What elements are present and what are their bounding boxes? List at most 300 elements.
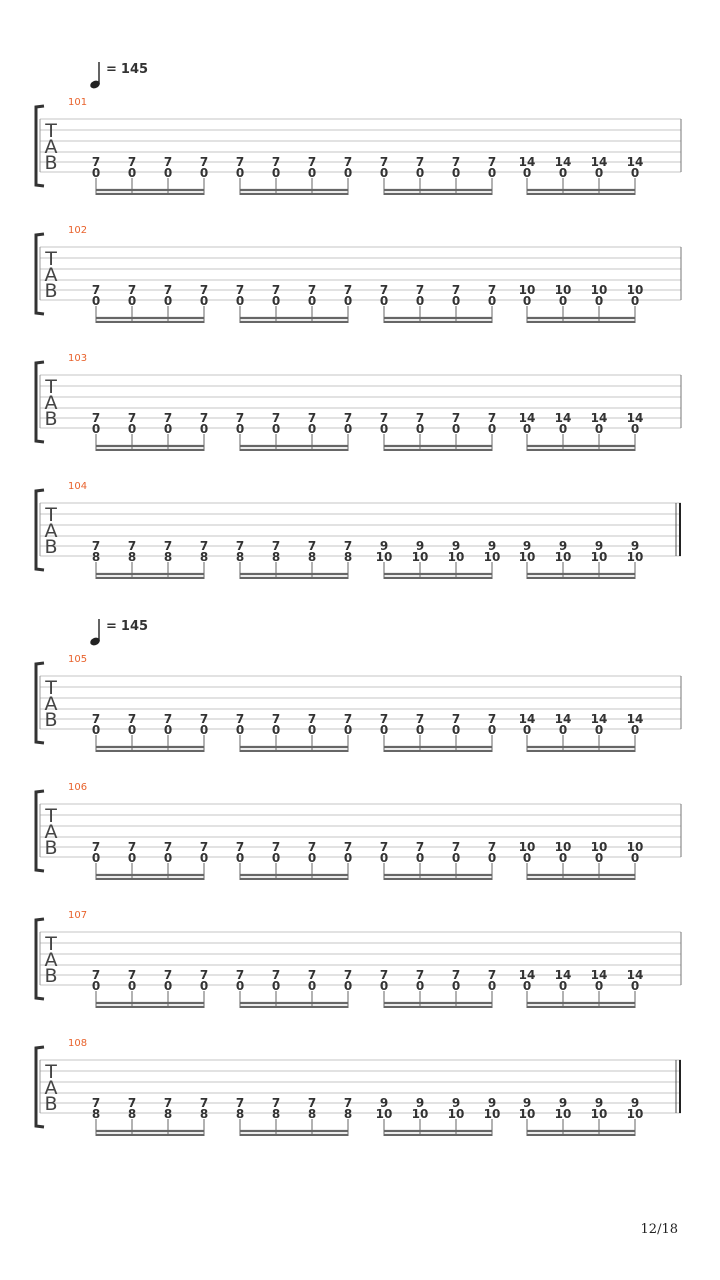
fret-number: 0 xyxy=(199,851,209,865)
fret-number: 7 xyxy=(487,840,497,854)
tab-staff xyxy=(0,780,720,880)
fret-number: 0 xyxy=(199,166,209,180)
fret-number: 0 xyxy=(163,422,173,436)
fret-number: 7 xyxy=(235,968,245,982)
fret-number: 0 xyxy=(307,979,317,993)
fret-number: 7 xyxy=(163,411,173,425)
fret-number: 0 xyxy=(630,422,640,436)
fret-number: 0 xyxy=(522,723,532,737)
fret-number: 0 xyxy=(487,166,497,180)
fret-number: 7 xyxy=(451,155,461,169)
fret-number: 9 xyxy=(630,1096,640,1110)
fret-number: 14 xyxy=(554,411,572,425)
fret-number: 0 xyxy=(558,851,568,865)
fret-number: 0 xyxy=(522,294,532,308)
fret-number: 0 xyxy=(487,851,497,865)
fret-number: 0 xyxy=(91,979,101,993)
tab-staff xyxy=(0,479,720,579)
fret-number: 0 xyxy=(199,422,209,436)
fret-number: 0 xyxy=(379,723,389,737)
fret-number: 0 xyxy=(163,979,173,993)
measure-number: 101 xyxy=(68,97,88,108)
fret-number: 7 xyxy=(343,968,353,982)
fret-number: 7 xyxy=(235,539,245,553)
tab-letter: B xyxy=(44,280,58,302)
fret-number: 0 xyxy=(307,851,317,865)
fret-number: 9 xyxy=(594,539,604,553)
fret-number: 0 xyxy=(91,422,101,436)
fret-number: 10 xyxy=(483,550,501,564)
fret-number: 10 xyxy=(483,1107,501,1121)
measure-number: 108 xyxy=(68,1038,88,1049)
fret-number: 7 xyxy=(91,539,101,553)
fret-number: 14 xyxy=(626,712,644,726)
fret-number: 7 xyxy=(307,283,317,297)
fret-number: 7 xyxy=(91,840,101,854)
fret-number: 0 xyxy=(163,851,173,865)
fret-number: 7 xyxy=(307,712,317,726)
fret-number: 7 xyxy=(127,712,137,726)
fret-number: 7 xyxy=(91,1096,101,1110)
fret-number: 7 xyxy=(307,968,317,982)
fret-number: 7 xyxy=(343,712,353,726)
fret-number: 9 xyxy=(379,1096,389,1110)
fret-number: 0 xyxy=(199,723,209,737)
fret-number: 7 xyxy=(343,283,353,297)
fret-number: 14 xyxy=(626,155,644,169)
fret-number: 0 xyxy=(343,979,353,993)
tab-letter: T xyxy=(45,248,57,270)
fret-number: 10 xyxy=(447,550,465,564)
fret-number: 0 xyxy=(594,723,604,737)
fret-number: 0 xyxy=(91,294,101,308)
fret-number: 0 xyxy=(379,979,389,993)
fret-number: 7 xyxy=(163,283,173,297)
fret-number: 7 xyxy=(199,712,209,726)
fret-number: 10 xyxy=(518,550,536,564)
fret-number: 7 xyxy=(379,411,389,425)
fret-number: 0 xyxy=(558,166,568,180)
measure-number: 105 xyxy=(68,654,88,665)
fret-number: 7 xyxy=(451,712,461,726)
fret-number: 7 xyxy=(343,840,353,854)
fret-number: 7 xyxy=(235,411,245,425)
fret-number: 7 xyxy=(415,968,425,982)
fret-number: 7 xyxy=(451,411,461,425)
fret-number: 8 xyxy=(235,1107,245,1121)
fret-number: 14 xyxy=(626,968,644,982)
fret-number: 14 xyxy=(590,155,608,169)
tempo-bpm: 145 xyxy=(120,619,149,634)
fret-number: 7 xyxy=(487,155,497,169)
fret-number: 7 xyxy=(487,712,497,726)
fret-number: 10 xyxy=(411,550,429,564)
fret-number: 7 xyxy=(307,1096,317,1110)
tab-letter: T xyxy=(45,504,57,526)
fret-number: 7 xyxy=(163,155,173,169)
fret-number: 0 xyxy=(415,851,425,865)
fret-number: 7 xyxy=(199,539,209,553)
fret-number: 7 xyxy=(271,539,281,553)
fret-number: 0 xyxy=(343,723,353,737)
fret-number: 7 xyxy=(307,411,317,425)
fret-number: 9 xyxy=(379,539,389,553)
fret-number: 14 xyxy=(518,968,536,982)
fret-number: 0 xyxy=(415,979,425,993)
fret-number: 8 xyxy=(91,550,101,564)
fret-number: 7 xyxy=(379,283,389,297)
fret-number: 0 xyxy=(127,723,137,737)
fret-number: 7 xyxy=(91,411,101,425)
fret-number: 0 xyxy=(487,723,497,737)
fret-number: 14 xyxy=(554,712,572,726)
fret-number: 7 xyxy=(91,155,101,169)
fret-number: 7 xyxy=(163,1096,173,1110)
fret-number: 10 xyxy=(554,283,572,297)
fret-number: 8 xyxy=(343,1107,353,1121)
fret-number: 0 xyxy=(127,166,137,180)
fret-number: 7 xyxy=(379,712,389,726)
fret-number: 7 xyxy=(235,1096,245,1110)
fret-number: 0 xyxy=(594,294,604,308)
fret-number: 7 xyxy=(343,411,353,425)
page-number: 12/18 xyxy=(640,1222,678,1237)
tab-letter: T xyxy=(45,805,57,827)
fret-number: 0 xyxy=(594,166,604,180)
quarter-note-icon xyxy=(88,60,102,90)
fret-number: 10 xyxy=(626,283,644,297)
fret-number: 14 xyxy=(590,968,608,982)
tab-letter: A xyxy=(44,136,58,158)
fret-number: 0 xyxy=(343,851,353,865)
fret-number: 0 xyxy=(127,422,137,436)
fret-number: 10 xyxy=(590,1107,608,1121)
fret-number: 0 xyxy=(415,422,425,436)
fret-number: 0 xyxy=(379,851,389,865)
fret-number: 0 xyxy=(91,723,101,737)
quarter-note-icon xyxy=(88,617,102,647)
fret-number: 0 xyxy=(558,294,568,308)
tempo-mark xyxy=(88,617,168,651)
fret-number: 8 xyxy=(199,550,209,564)
fret-number: 7 xyxy=(487,411,497,425)
fret-number: 7 xyxy=(415,411,425,425)
fret-number: 7 xyxy=(307,155,317,169)
tab-letter: T xyxy=(45,376,57,398)
fret-number: 0 xyxy=(307,294,317,308)
fret-number: 8 xyxy=(127,1107,137,1121)
fret-number: 8 xyxy=(163,550,173,564)
tempo-equals: = xyxy=(106,62,117,77)
fret-number: 7 xyxy=(487,283,497,297)
fret-number: 8 xyxy=(91,1107,101,1121)
tab-letter: A xyxy=(44,520,58,542)
tab-staff xyxy=(0,351,720,451)
tab-letter: A xyxy=(44,392,58,414)
fret-number: 7 xyxy=(271,1096,281,1110)
fret-number: 10 xyxy=(518,840,536,854)
fret-number: 7 xyxy=(343,155,353,169)
fret-number: 9 xyxy=(558,539,568,553)
fret-number: 0 xyxy=(630,294,640,308)
fret-number: 0 xyxy=(271,422,281,436)
fret-number: 10 xyxy=(554,1107,572,1121)
fret-number: 0 xyxy=(91,166,101,180)
fret-number: 10 xyxy=(590,283,608,297)
tab-system xyxy=(0,223,720,323)
tab-letter: B xyxy=(44,837,58,859)
fret-number: 0 xyxy=(235,723,245,737)
fret-number: 9 xyxy=(415,1096,425,1110)
tab-letter: A xyxy=(44,1077,58,1099)
fret-number: 0 xyxy=(487,979,497,993)
fret-number: 7 xyxy=(343,1096,353,1110)
fret-number: 9 xyxy=(630,539,640,553)
fret-number: 0 xyxy=(271,294,281,308)
tab-letter: B xyxy=(44,152,58,174)
fret-number: 7 xyxy=(379,840,389,854)
fret-number: 0 xyxy=(630,166,640,180)
fret-number: 7 xyxy=(199,1096,209,1110)
fret-number: 7 xyxy=(415,840,425,854)
fret-number: 7 xyxy=(487,968,497,982)
tab-staff xyxy=(0,223,720,323)
fret-number: 9 xyxy=(487,1096,497,1110)
fret-number: 14 xyxy=(518,712,536,726)
fret-number: 7 xyxy=(271,283,281,297)
fret-number: 10 xyxy=(626,840,644,854)
fret-number: 0 xyxy=(558,723,568,737)
fret-number: 0 xyxy=(594,422,604,436)
fret-number: 0 xyxy=(594,979,604,993)
fret-number: 0 xyxy=(487,422,497,436)
fret-number: 0 xyxy=(630,723,640,737)
fret-number: 0 xyxy=(127,979,137,993)
fret-number: 0 xyxy=(594,851,604,865)
measure-number: 103 xyxy=(68,353,88,364)
fret-number: 0 xyxy=(415,723,425,737)
fret-number: 0 xyxy=(522,422,532,436)
fret-number: 7 xyxy=(343,539,353,553)
fret-number: 0 xyxy=(343,422,353,436)
fret-number: 0 xyxy=(235,166,245,180)
fret-number: 10 xyxy=(518,283,536,297)
fret-number: 7 xyxy=(91,968,101,982)
fret-number: 7 xyxy=(127,411,137,425)
fret-number: 0 xyxy=(487,294,497,308)
fret-number: 10 xyxy=(375,550,393,564)
fret-number: 7 xyxy=(307,539,317,553)
fret-number: 10 xyxy=(554,550,572,564)
fret-number: 10 xyxy=(554,840,572,854)
fret-number: 7 xyxy=(199,411,209,425)
tempo-bpm: 145 xyxy=(120,62,149,77)
tab-letter: B xyxy=(44,536,58,558)
fret-number: 0 xyxy=(307,166,317,180)
fret-number: 14 xyxy=(518,411,536,425)
fret-number: 7 xyxy=(271,712,281,726)
tab-letter: B xyxy=(44,709,58,731)
tab-system xyxy=(0,479,720,579)
fret-number: 7 xyxy=(163,712,173,726)
fret-number: 0 xyxy=(271,979,281,993)
fret-number: 0 xyxy=(307,723,317,737)
fret-number: 0 xyxy=(630,851,640,865)
fret-number: 14 xyxy=(518,155,536,169)
tab-letter: T xyxy=(45,933,57,955)
fret-number: 7 xyxy=(271,968,281,982)
fret-number: 0 xyxy=(522,979,532,993)
fret-number: 0 xyxy=(235,294,245,308)
fret-number: 0 xyxy=(558,979,568,993)
fret-number: 9 xyxy=(451,539,461,553)
fret-number: 0 xyxy=(522,166,532,180)
fret-number: 7 xyxy=(415,155,425,169)
fret-number: 7 xyxy=(307,840,317,854)
fret-number: 0 xyxy=(630,979,640,993)
tab-letter: A xyxy=(44,264,58,286)
fret-number: 7 xyxy=(235,283,245,297)
fret-number: 14 xyxy=(590,712,608,726)
tab-staff xyxy=(0,908,720,1008)
fret-number: 14 xyxy=(554,155,572,169)
fret-number: 8 xyxy=(343,550,353,564)
fret-number: 8 xyxy=(271,550,281,564)
fret-number: 0 xyxy=(451,166,461,180)
fret-number: 8 xyxy=(235,550,245,564)
fret-number: 0 xyxy=(415,166,425,180)
tab-letter: A xyxy=(44,821,58,843)
fret-number: 0 xyxy=(271,723,281,737)
fret-number: 9 xyxy=(558,1096,568,1110)
fret-number: 0 xyxy=(91,851,101,865)
fret-number: 9 xyxy=(487,539,497,553)
fret-number: 7 xyxy=(379,155,389,169)
fret-number: 9 xyxy=(451,1096,461,1110)
tab-letter: A xyxy=(44,693,58,715)
tab-system xyxy=(0,351,720,451)
fret-number: 10 xyxy=(447,1107,465,1121)
measure-number: 102 xyxy=(68,225,88,236)
fret-number: 7 xyxy=(271,411,281,425)
fret-number: 8 xyxy=(127,550,137,564)
fret-number: 0 xyxy=(199,979,209,993)
tab-letter: A xyxy=(44,949,58,971)
fret-number: 9 xyxy=(594,1096,604,1110)
fret-number: 0 xyxy=(379,422,389,436)
fret-number: 8 xyxy=(307,1107,317,1121)
tab-letter: B xyxy=(44,1093,58,1115)
fret-number: 9 xyxy=(415,539,425,553)
tab-letter: B xyxy=(44,965,58,987)
fret-number: 7 xyxy=(271,155,281,169)
fret-number: 7 xyxy=(199,968,209,982)
fret-number: 0 xyxy=(451,294,461,308)
fret-number: 10 xyxy=(590,550,608,564)
fret-number: 7 xyxy=(127,840,137,854)
tab-system xyxy=(0,780,720,880)
fret-number: 0 xyxy=(451,723,461,737)
tempo-mark xyxy=(88,60,168,94)
fret-number: 7 xyxy=(415,712,425,726)
fret-number: 10 xyxy=(411,1107,429,1121)
fret-number: 10 xyxy=(626,1107,644,1121)
tab-staff xyxy=(0,652,720,752)
fret-number: 0 xyxy=(379,166,389,180)
fret-number: 10 xyxy=(626,550,644,564)
fret-number: 0 xyxy=(451,422,461,436)
fret-number: 0 xyxy=(271,166,281,180)
fret-number: 0 xyxy=(163,294,173,308)
fret-number: 7 xyxy=(199,840,209,854)
fret-number: 0 xyxy=(522,851,532,865)
fret-number: 7 xyxy=(127,283,137,297)
fret-number: 14 xyxy=(626,411,644,425)
fret-number: 14 xyxy=(590,411,608,425)
fret-number: 0 xyxy=(163,723,173,737)
fret-number: 0 xyxy=(343,294,353,308)
tab-system xyxy=(0,908,720,1008)
fret-number: 0 xyxy=(163,166,173,180)
fret-number: 7 xyxy=(379,968,389,982)
fret-number: 0 xyxy=(307,422,317,436)
fret-number: 8 xyxy=(163,1107,173,1121)
fret-number: 7 xyxy=(271,840,281,854)
fret-number: 7 xyxy=(199,283,209,297)
fret-number: 7 xyxy=(235,840,245,854)
fret-number: 0 xyxy=(235,422,245,436)
fret-number: 0 xyxy=(127,294,137,308)
fret-number: 0 xyxy=(379,294,389,308)
fret-number: 7 xyxy=(451,840,461,854)
fret-number: 0 xyxy=(451,851,461,865)
fret-number: 7 xyxy=(235,155,245,169)
measure-number: 106 xyxy=(68,782,88,793)
fret-number: 8 xyxy=(271,1107,281,1121)
fret-number: 0 xyxy=(127,851,137,865)
fret-number: 0 xyxy=(343,166,353,180)
fret-number: 7 xyxy=(163,539,173,553)
measure-number: 104 xyxy=(68,481,88,492)
fret-number: 10 xyxy=(590,840,608,854)
fret-number: 8 xyxy=(199,1107,209,1121)
fret-number: 9 xyxy=(522,1096,532,1110)
fret-number: 7 xyxy=(163,840,173,854)
fret-number: 0 xyxy=(235,851,245,865)
tab-letter: T xyxy=(45,677,57,699)
fret-number: 7 xyxy=(91,712,101,726)
tab-system xyxy=(0,652,720,752)
fret-number: 7 xyxy=(127,1096,137,1110)
fret-number: 0 xyxy=(271,851,281,865)
fret-number: 7 xyxy=(235,712,245,726)
fret-number: 7 xyxy=(127,539,137,553)
fret-number: 0 xyxy=(558,422,568,436)
fret-number: 7 xyxy=(163,968,173,982)
tab-system xyxy=(0,1036,720,1136)
fret-number: 9 xyxy=(522,539,532,553)
fret-number: 7 xyxy=(127,155,137,169)
fret-number: 8 xyxy=(307,550,317,564)
fret-number: 7 xyxy=(91,283,101,297)
fret-number: 7 xyxy=(199,155,209,169)
fret-number: 7 xyxy=(415,283,425,297)
fret-number: 0 xyxy=(415,294,425,308)
tab-staff xyxy=(0,1036,720,1136)
tab-letter: T xyxy=(45,1061,57,1083)
fret-number: 0 xyxy=(451,979,461,993)
fret-number: 7 xyxy=(451,283,461,297)
